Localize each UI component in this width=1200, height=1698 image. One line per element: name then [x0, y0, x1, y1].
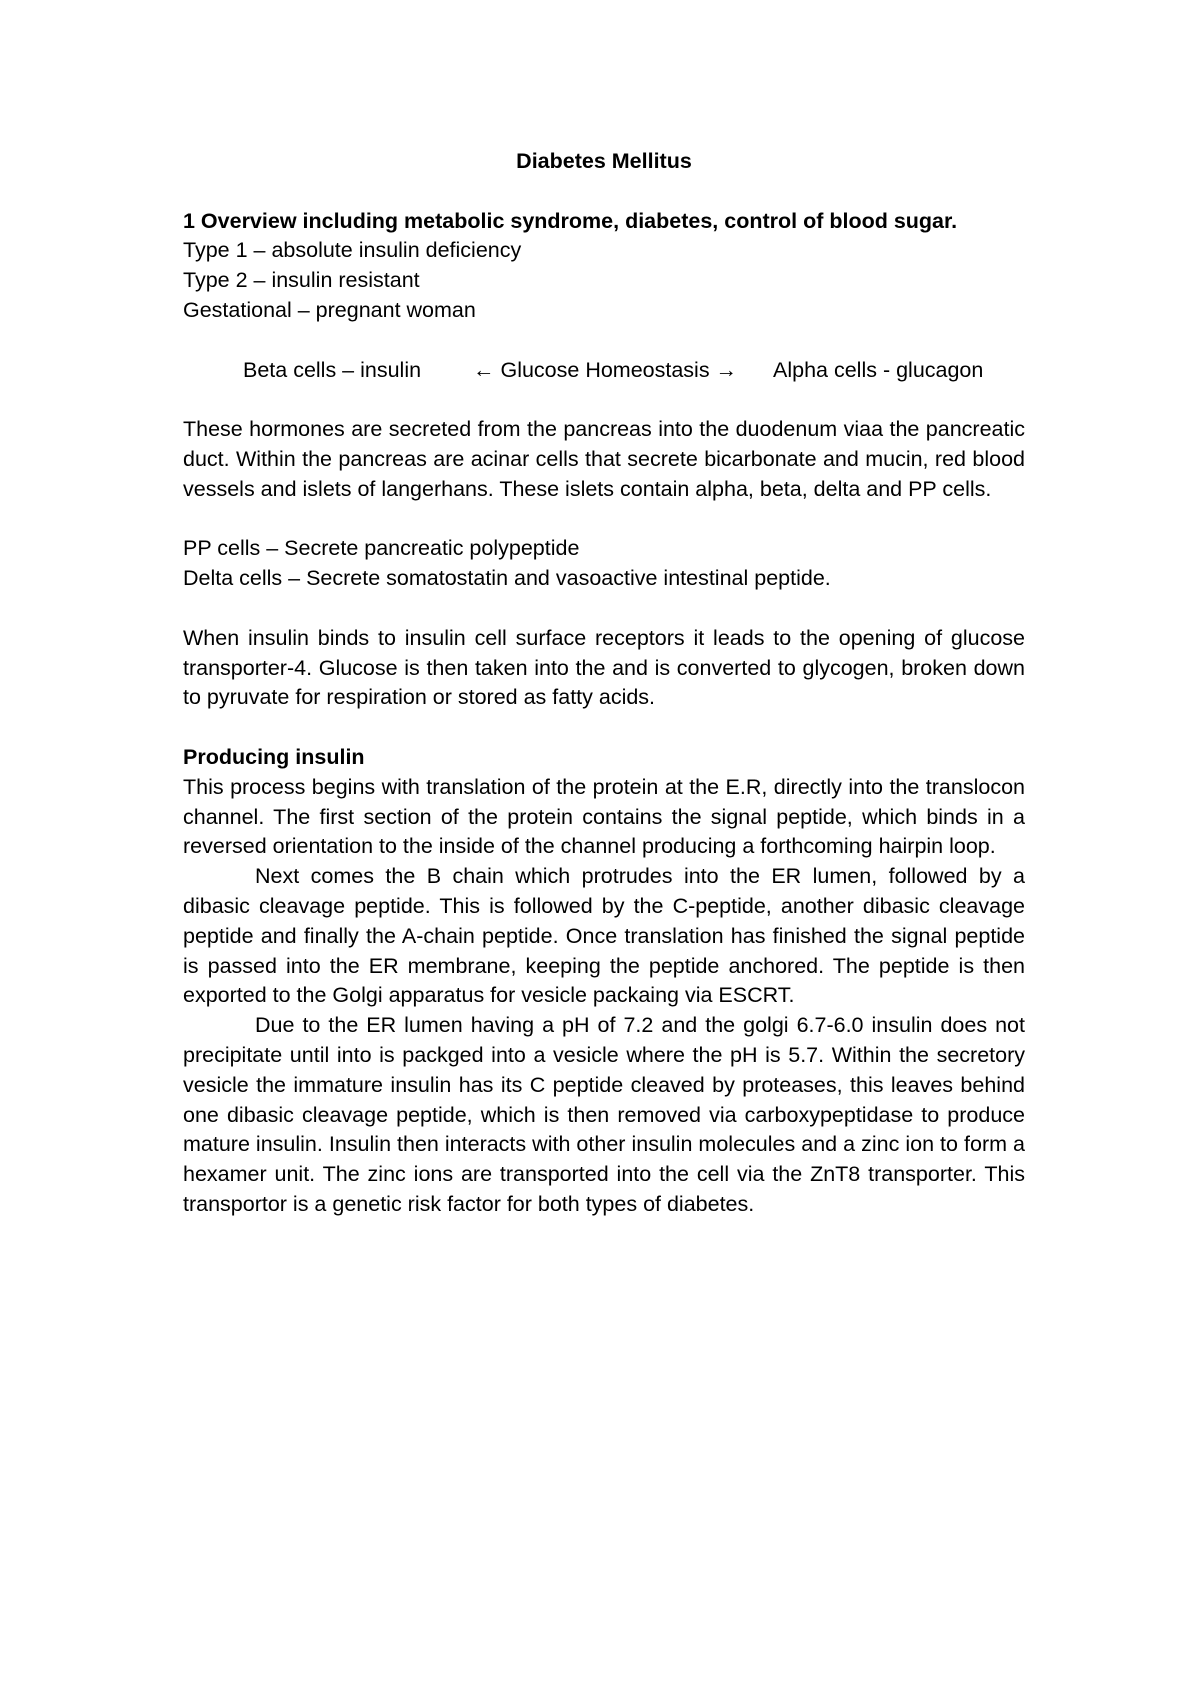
alpha-cells-label: Alpha cells - glucagon — [773, 357, 984, 382]
spacer — [183, 385, 1025, 415]
spacer — [183, 505, 1025, 535]
type-2-line: Type 2 – insulin resistant — [183, 268, 420, 293]
producing-paragraph-1: This process begins with translation of the protein at the E.R, directly into the translocon channel. The first section of the protein contains the signal peptide, which binds in a reversed orientation to the inside of the channel producing a forthcoming hairpin loop. — [183, 774, 1025, 859]
document-title: Diabetes Mellitus — [516, 149, 692, 173]
pancreas-paragraph: These hormones are secreted from the pancreas into the duodenum viaa the pancreatic duct. Within the pancreas are acinar cells that secrete bicarbonate and mucin, red blood vessels and islets of langerhans. These islets contain alpha, beta, delta and PP cells. — [183, 417, 1025, 501]
document-body — [183, 147, 1025, 1220]
spacer — [183, 713, 1025, 743]
pp-cells-line: PP cells – Secrete pancreatic polypeptide — [183, 536, 580, 561]
spacer — [183, 594, 1025, 624]
beta-cells-label: Beta cells – insulin — [243, 357, 422, 382]
gestational-line: Gestational – pregnant woman — [183, 297, 476, 322]
insulin-binding-paragraph: When insulin binds to insulin cell surface receptors it leads to the opening of glucose transporter-4. Glucose is then taken into the and is converted to glycogen, broken down to pyruvate for respiration or stored as fatty acids. — [183, 625, 1025, 710]
producing-paragraph-3: Due to the ER lumen having a pH of 7.2 and the golgi 6.7-6.0 insulin does not precipitate until into is packged into a vesicle where the pH is 5.7. Within the secretory vesicle the immature insulin has its C peptide cleaved by proteases, this leaves behind one dibasic cleavage peptide, which is then removed via carboxypeptidase to produce mature insulin. Insulin then interacts with other insulin molecules and a zinc ion to form a hexamer unit. The zinc ions are transported into the cell via the ZnT8 transporter. This transportor is a genetic risk factor for both types of diabetes. — [183, 1013, 1025, 1216]
delta-cells-line: Delta cells – Secrete somatostatin and vasoactive intestinal peptide. — [183, 566, 831, 591]
producing-insulin-heading: Producing insulin — [183, 744, 365, 769]
type-1-line: Type 1 – absolute insulin deficiency — [183, 238, 522, 263]
spacer — [183, 326, 1025, 356]
producing-paragraph-2: Next comes the B chain which protrudes into the ER lumen, followed by a dibasic cleavage peptide. This is followed by the C-peptide, another dibasic cleavage peptide and finally the A-chain peptide. Once translation has finished the signal peptide is passed into the ER membrane, keeping the peptide anchored. The peptide is then exported to the Golgi apparatus for vesicle packaing via ESCRT. — [183, 864, 1025, 1008]
glucose-homeostasis-label: ← Glucose Homeostasis → — [473, 357, 738, 382]
overview-heading: 1 Overview including metabolic syndrome, diabetes, control of blood sugar. — [183, 208, 958, 233]
glucose-homeostasis-row — [183, 356, 1025, 386]
